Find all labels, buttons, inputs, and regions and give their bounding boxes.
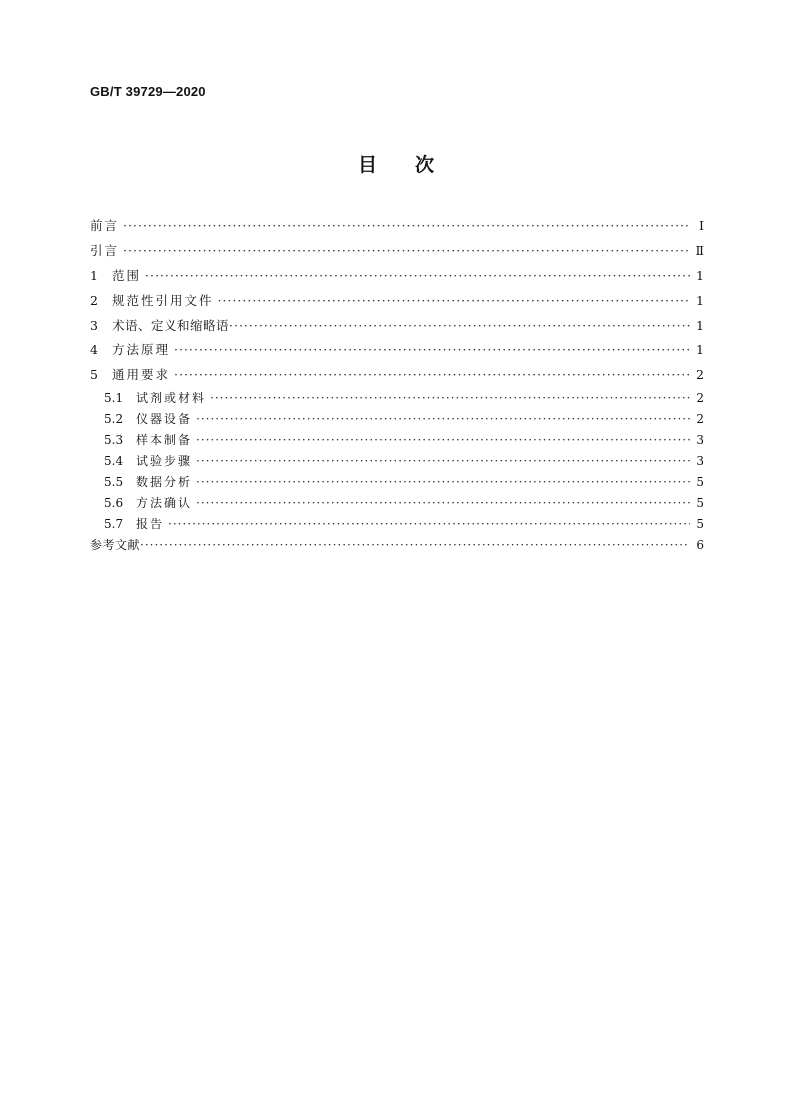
toc-entry-method-validation[interactable] [90, 493, 704, 514]
page-title: 目次 [357, 154, 472, 176]
toc-entry-label: 仪器设备 [136, 412, 193, 427]
toc-entry-label: 报告 [136, 517, 165, 532]
toc-entry-label: 通用要求 [112, 367, 171, 383]
toc-entry-apparatus[interactable] [90, 409, 704, 430]
toc-leader-dots [140, 535, 690, 556]
toc-entry-label: 试验步骤 [136, 454, 193, 469]
toc-entry-number: 1 [90, 267, 98, 283]
toc-entry-introduction[interactable] [90, 239, 704, 264]
toc-entry-label: 范围 [112, 267, 142, 283]
toc-entry-label: 术语、定义和缩略语 [112, 317, 230, 333]
toc-entry-scope[interactable] [90, 264, 704, 289]
toc-entry-label: 规范性引用文件 [112, 292, 214, 308]
toc-entry-number: 2 [90, 292, 98, 308]
toc-entry-number: 5.2 [104, 412, 124, 427]
toc-entry-label: 参考文献 [90, 538, 141, 553]
toc-entry-page: 5 [696, 517, 704, 532]
toc-entry-page: 5 [696, 475, 704, 490]
toc-entry-number: 5.5 [104, 475, 124, 490]
toc-entry-number: 5 [90, 367, 98, 383]
toc-entry-label: 引言 [90, 242, 120, 258]
toc-leader-dots [196, 472, 690, 493]
toc-entry-reagents[interactable] [90, 388, 704, 409]
toc-leader-dots [123, 214, 690, 239]
toc-entry-page: 6 [696, 538, 704, 553]
toc-entry-number: 5.1 [104, 391, 124, 406]
toc-entry-principle[interactable] [90, 338, 704, 363]
toc-leader-dots [196, 493, 690, 514]
toc-entry-page: 3 [696, 454, 704, 469]
toc-leader-dots [123, 239, 690, 264]
toc-leader-dots [196, 409, 690, 430]
document-code: GB/T 39729—2020 [90, 84, 206, 99]
toc-entry-terms[interactable] [90, 314, 704, 339]
toc-entry-page: 1 [696, 317, 704, 333]
toc-entry-page: 5 [696, 496, 704, 511]
toc-entry-sample-preparation[interactable] [90, 430, 704, 451]
toc-entry-test-procedure[interactable] [90, 451, 704, 472]
toc-entry-label: 方法确认 [136, 496, 193, 511]
toc-leader-dots [218, 289, 690, 314]
toc-entry-page: Ⅰ [699, 218, 704, 233]
toc-entry-label: 试剂或材料 [136, 391, 207, 406]
toc-entry-general-requirements[interactable] [90, 363, 704, 388]
toc-entry-number: 3 [90, 317, 98, 333]
toc-leader-dots [229, 314, 690, 339]
toc-entry-page: 1 [696, 267, 704, 283]
toc-leader-dots [145, 264, 690, 289]
toc-entry-page: Ⅱ [695, 242, 704, 258]
table-of-contents [90, 214, 704, 556]
toc-entry-bibliography[interactable] [90, 535, 704, 556]
toc-leader-dots [196, 451, 690, 472]
toc-entry-page: 2 [696, 412, 704, 427]
toc-entry-page: 1 [696, 292, 704, 308]
toc-entry-number: 5.7 [104, 517, 124, 532]
toc-entry-foreword[interactable] [90, 214, 704, 239]
toc-entry-report[interactable] [90, 514, 704, 535]
toc-entry-page: 2 [696, 391, 704, 406]
toc-leader-dots [210, 388, 690, 409]
toc-entry-normative-references[interactable] [90, 289, 704, 314]
toc-entry-number: 5.3 [104, 433, 124, 448]
toc-leader-dots [168, 514, 690, 535]
toc-entry-number: 5.4 [104, 454, 124, 469]
toc-entry-label: 前言 [90, 218, 120, 233]
toc-leader-dots [196, 430, 690, 451]
toc-entry-page: 1 [696, 342, 704, 358]
toc-entry-label: 样本制备 [136, 433, 193, 448]
toc-entry-page: 2 [696, 367, 704, 383]
toc-entry-label: 方法原理 [112, 342, 171, 358]
toc-entry-page: 3 [696, 433, 704, 448]
toc-leader-dots [174, 338, 690, 363]
toc-entry-data-analysis[interactable] [90, 472, 704, 493]
toc-leader-dots [174, 363, 690, 388]
toc-entry-number: 5.6 [104, 496, 124, 511]
toc-entry-number: 4 [90, 342, 98, 358]
toc-entry-label: 数据分析 [136, 475, 193, 490]
